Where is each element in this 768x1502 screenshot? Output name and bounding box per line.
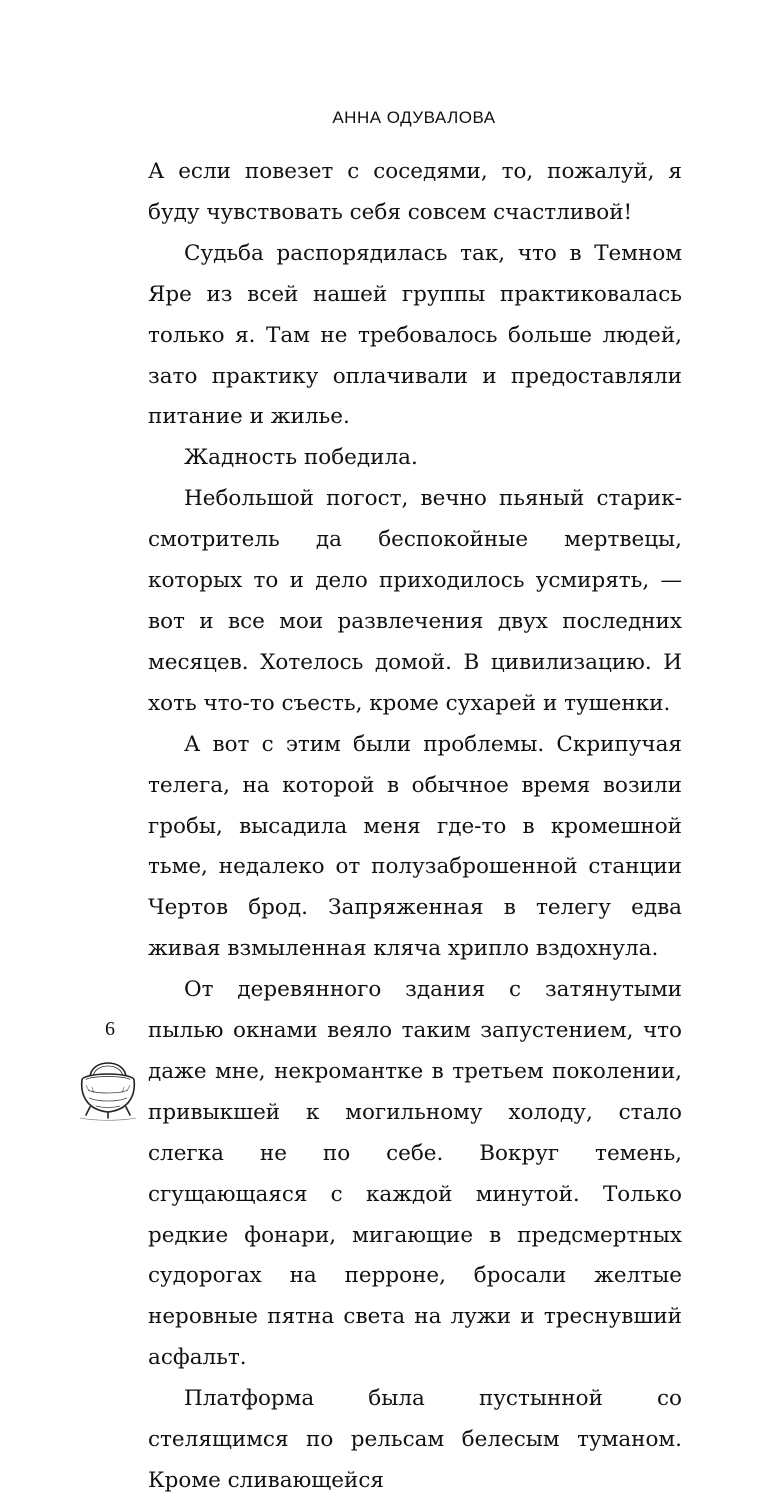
paragraph: Небольшой погост, вечно пьяный старик-смотритель да беспокойные мертвецы, которых то и дело приходилось усмирять, — вот и все мои развлечения двух последних месяцев. Хотелось домой. В цивилизацию. И хоть что-то съесть, кроме сухарей и тушенки.: [148, 486, 682, 716]
paragraph: Жадность победила.: [184, 445, 418, 471]
paragraph: Судьба распорядилась так, что в Темном Яре из всей нашей группы практиковалась только я. Там не требовалось больше людей, зато практику оплачивали и предоставляли питание и жилье.: [148, 240, 682, 430]
paragraph: А если повезет с соседями, то, пожалуй, я буду чувствовать себя совсем счастливой!: [148, 159, 682, 225]
running-head: АННА ОДУВАЛОВА: [332, 108, 496, 127]
page-text: [148, 152, 682, 1502]
cauldron-icon: [76, 1052, 140, 1122]
paragraph: Платформа была пустынной со стелящимся по рельсам белесым туманом. Кроме сливающейся: [148, 1386, 682, 1493]
paragraph: От деревянного здания с затянутыми пылью окнами веяло таким запустением, что даже мне, некромантке в третьем поколении, привыкшей к могильному холоду, стало слегка не по себе. Вокруг темень, сгущающаяся с каждой минутой. Только редкие фонари, мигающие в предсмертных судорогах на перроне, бросали желтые неровные пятна света на лужи и треснувший асфальт.: [148, 977, 682, 1371]
page-number: 6: [105, 1018, 115, 1040]
paragraph: А вот с этим были проблемы. Скрипучая телега, на которой в обычное время возили гробы, высадила меня где-то в кромешной тьме, недалеко от полузаброшенной станции Чертов брод. Запряженная в телегу едва живая взмыленная кляча хрипло вздохнула.: [148, 731, 682, 962]
